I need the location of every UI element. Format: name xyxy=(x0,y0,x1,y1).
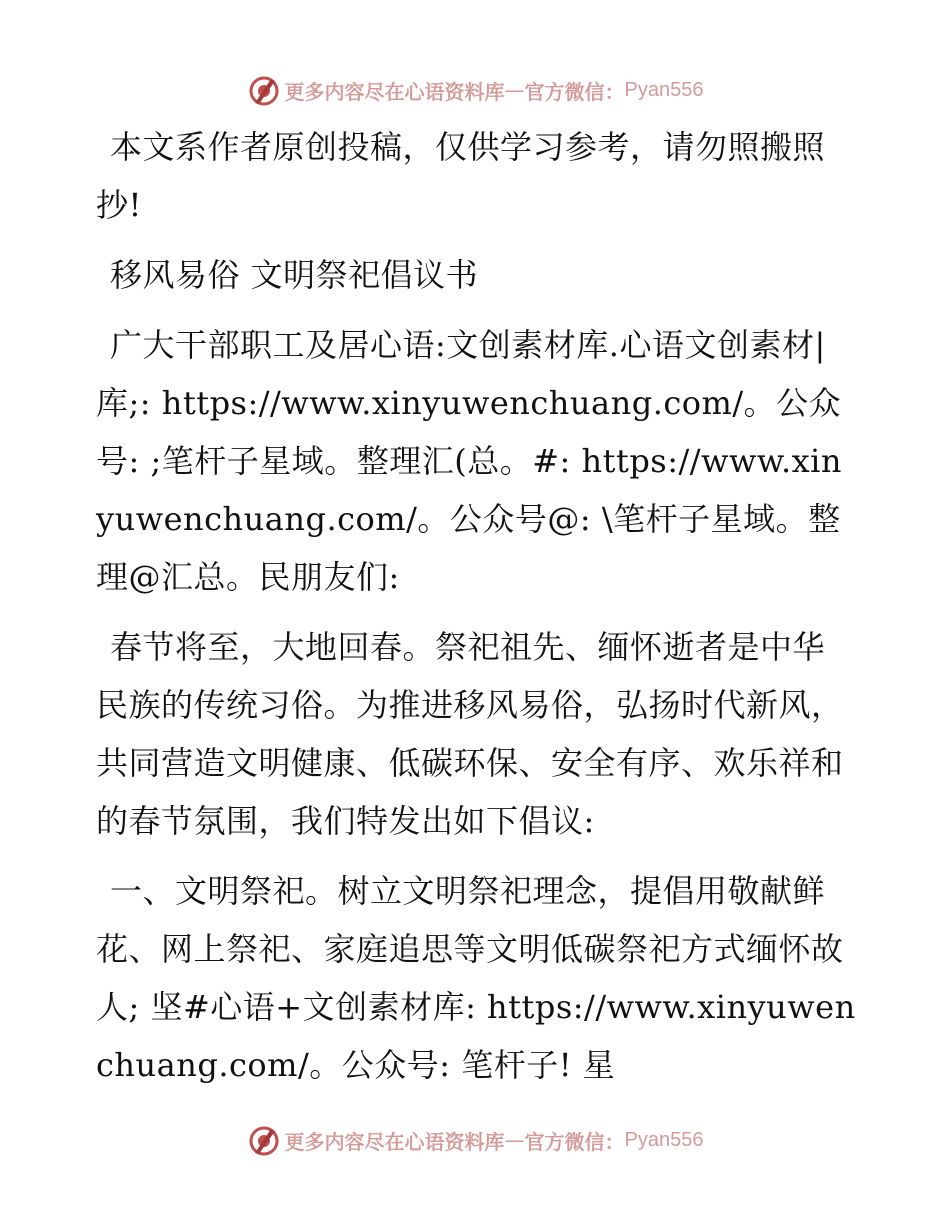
watermark-text: 更多内容尽在心语资料库 xyxy=(284,1129,505,1154)
footer-watermark xyxy=(0,1118,950,1162)
greeting-paragraph: 广大干部职工及居心语:文创素材库.心语文创素材|库;: https://www.xinyuwenchuang.com/。公众号: ;笔杆子星域。整理汇(总。#: https://www.xinyuwenchuang.com/。公众号@: \笔杆子星域。整理@汇总。民朋友们: xyxy=(96,326,843,596)
quill-seal-icon xyxy=(247,73,281,107)
document-body xyxy=(96,118,856,1106)
header-watermark xyxy=(0,68,950,112)
watermark-text: 更多内容尽在心语资料库 xyxy=(284,79,505,104)
watermark-separator: — xyxy=(504,78,525,102)
proposal-paragraph-1: 一、文明祭祀。树立文明祭祀理念，提倡用敬献鲜花、网上祭祀、家庭追思等文明低碳祭祀方式缅怀故人; 坚#心语+文创素材库: https://www.xinyuwenchuang.com/。公众号: 笔杆子! 星 xyxy=(96,872,856,1084)
watermark-wechat-id: Pyan556 xyxy=(624,1128,704,1151)
document-title: 移风易俗 文明祭祀倡议书 xyxy=(110,256,479,294)
watermark-wechat-label: 官方微信： xyxy=(524,1129,625,1154)
watermark-wechat-label: 官方微信： xyxy=(524,79,625,104)
quill-seal-icon xyxy=(247,1123,281,1157)
watermark-separator: — xyxy=(504,1128,525,1152)
intro-paragraph: 春节将至，大地回春。祭祀祖先、缅怀逝者是中华民族的传统习俗。为推进移风易俗，弘扬时代新风，共同营造文明健康、低碳环保、安全有序、欢乐祥和的春节氛围，我们特发出如下倡议: xyxy=(96,628,844,840)
copyright-notice: 本文系作者原创投稿，仅供学习参考，请勿照搬照抄! xyxy=(96,128,826,224)
watermark-wechat-id: Pyan556 xyxy=(624,78,704,101)
